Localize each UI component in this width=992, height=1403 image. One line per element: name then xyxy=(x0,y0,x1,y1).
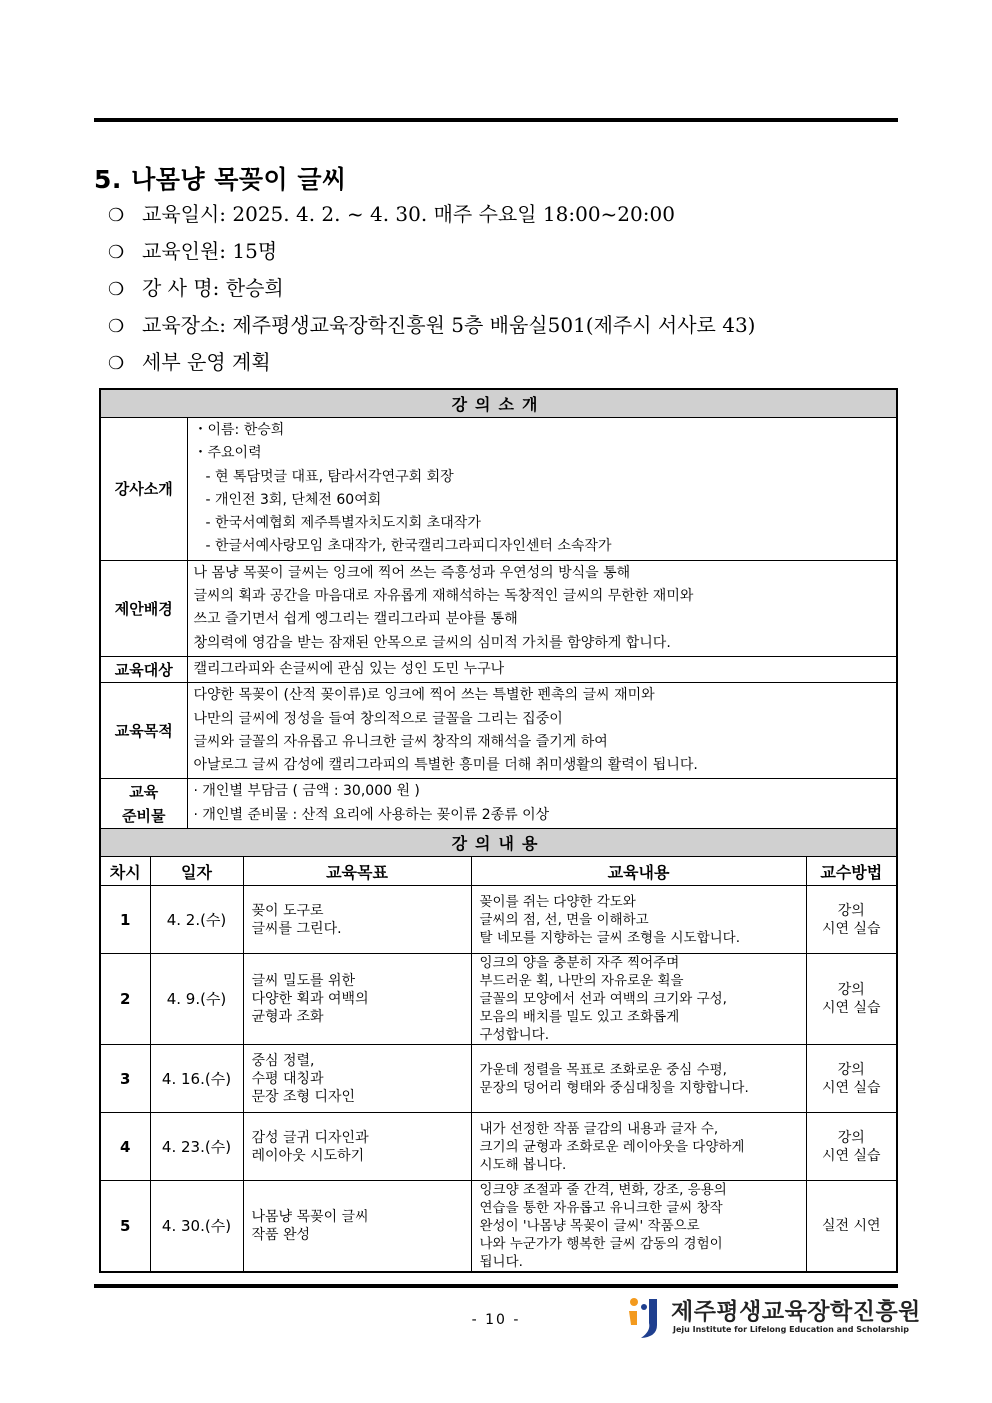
info-item xyxy=(108,346,755,383)
info-item xyxy=(108,235,755,272)
circle-bullet-icon: ❍ xyxy=(108,205,125,226)
content-line: 글씨의 점, 선, 면을 이해하고 xyxy=(479,911,649,928)
session-method xyxy=(806,954,897,1045)
background-text xyxy=(187,560,897,656)
method-line: 시연 실습 xyxy=(821,920,881,937)
background-line: 창의력에 영감을 받는 잠재된 안목으로 글씨의 심미적 가치를 함양하게 합니다. xyxy=(193,634,671,651)
goal-line: 글씨를 그린다. xyxy=(251,920,342,937)
institute-logo xyxy=(627,1293,921,1339)
content-line: 잉크양 조절과 줄 간격, 변화, 강조, 응용의 xyxy=(479,1182,727,1199)
session-number: 2 xyxy=(100,954,150,1045)
session-content xyxy=(471,1113,806,1181)
method-line: 강의 xyxy=(837,1061,865,1078)
background-label: 제안배경 xyxy=(100,560,187,656)
goal-line: 다양한 획과 여백의 xyxy=(251,991,369,1008)
session-number: 1 xyxy=(100,886,150,954)
content-line: 모음의 배치를 밀도 있고 조화롭게 xyxy=(479,1009,680,1026)
session-number: 3 xyxy=(100,1045,150,1113)
purpose-label: 교육목적 xyxy=(100,683,187,779)
instructor-line: - 개인전 3회, 단체전 60여회 xyxy=(205,491,382,508)
materials-label-line: 준비물 xyxy=(122,806,166,825)
session-goal xyxy=(243,954,471,1045)
schedule-header-row xyxy=(100,857,897,886)
goal-line: 감성 글귀 디자인과 xyxy=(251,1129,369,1146)
target-text: 캘리그라피와 손글씨에 관심 있는 성인 도민 누구나 xyxy=(187,656,897,682)
session-method xyxy=(806,886,897,954)
method-line: 시연 실습 xyxy=(821,1147,881,1164)
session-method xyxy=(806,1181,897,1273)
instructor-line: - 한글서예사랑모임 초대작가, 한국캘리그라피디자인센터 소속작가 xyxy=(205,538,612,555)
session-date: 4. 9.(수) xyxy=(150,954,243,1045)
goal-line: 나몸냥 목꽂이 글씨 xyxy=(251,1209,369,1226)
intro-header: 강의소개 xyxy=(100,389,897,418)
materials-line: · 개인별 부담금 ( 금액 : 30,000 원 ) xyxy=(193,783,420,800)
goal-line: 글씨 밀도를 위한 xyxy=(251,973,356,990)
goal-line: 균형과 조화 xyxy=(251,1009,324,1026)
session-goal xyxy=(243,886,471,954)
background-line: 나 몸냥 목꽂이 글씨는 잉크에 찍어 쓰는 즉흥성과 우연성의 방식을 통해 xyxy=(193,564,631,581)
session-content xyxy=(471,954,806,1045)
goal-line: 꽂이 도구로 xyxy=(251,902,324,919)
table-row xyxy=(100,954,897,1045)
col-method: 교수방법 xyxy=(806,857,897,886)
content-line: 잉크의 양을 충분히 자주 찍어주며 xyxy=(479,955,680,972)
info-text: 교육인원: 15명 xyxy=(142,239,278,263)
materials-text xyxy=(187,779,897,829)
info-text: 세부 운영 계획 xyxy=(142,350,271,374)
page-number: - 10 - xyxy=(471,1312,521,1328)
content-line: 연습을 통한 자유롭고 유니크한 글씨 창작 xyxy=(479,1200,723,1217)
content-line: 문장의 덩어리 형태와 중심대칭을 지향합니다. xyxy=(479,1079,749,1096)
section-title: 5. 나몸냥 목꽂이 글씨 xyxy=(94,165,347,194)
session-date: 4. 16.(수) xyxy=(150,1045,243,1113)
content-line: 부드러운 획, 나만의 자유로운 획을 xyxy=(479,973,684,990)
session-number: 5 xyxy=(100,1181,150,1273)
session-method xyxy=(806,1113,897,1181)
content-header: 강의내용 xyxy=(100,829,897,857)
instructor-line: - 한국서예협회 제주특별자치도지회 초대작가 xyxy=(205,515,481,532)
circle-bullet-icon: ❍ xyxy=(108,279,125,300)
content-line: 시도해 봅니다. xyxy=(479,1156,567,1173)
col-content: 교육내용 xyxy=(471,857,806,886)
session-content xyxy=(471,1181,806,1273)
session-method xyxy=(806,1045,897,1113)
content-line: 나와 누군가가 행복한 글씨 감동의 경험이 xyxy=(479,1236,723,1253)
method-line: 시연 실습 xyxy=(821,1079,881,1096)
table-row xyxy=(100,1045,897,1113)
method-line: 강의 xyxy=(837,1129,865,1146)
session-date: 4. 30.(수) xyxy=(150,1181,243,1273)
materials-line: · 개인별 준비물 : 산적 요리에 사용하는 꽂이류 2종류 이상 xyxy=(193,806,550,823)
top-rule xyxy=(94,118,898,122)
content-line: 완성이 '나몸냥 목꽂이 글씨' 작품으로 xyxy=(479,1218,700,1235)
bottom-rule xyxy=(94,1284,898,1288)
circle-bullet-icon: ❍ xyxy=(108,242,125,263)
institute-name: 제주평생교육장학진흥원 xyxy=(671,1299,921,1325)
instructor-label: 강사소개 xyxy=(100,418,187,561)
session-goal xyxy=(243,1045,471,1113)
circle-bullet-icon: ❍ xyxy=(108,353,125,374)
target-label: 교육대상 xyxy=(100,656,187,682)
session-content xyxy=(471,1045,806,1113)
instructor-line: ・주요이력 xyxy=(193,445,262,462)
purpose-line: 아날로그 글씨 감성에 캘리그라피의 특별한 흥미를 더해 취미생활의 활력이 됩니다. xyxy=(193,757,698,774)
content-line: 내가 선정한 작품 글감의 내용과 글자 수, xyxy=(479,1120,719,1137)
background-line: 글씨의 획과 공간을 마음대로 자유롭게 재해석하는 독창적인 글씨의 무한한 재미와 xyxy=(193,588,694,605)
table-row xyxy=(100,886,897,954)
goal-line: 문장 조형 디자인 xyxy=(251,1088,356,1105)
goal-line: 중심 정렬, xyxy=(251,1052,315,1069)
session-content xyxy=(471,886,806,954)
content-line: 구성합니다. xyxy=(479,1027,549,1044)
purpose-line: 다양한 목꽂이 (산적 꽂이류)로 잉크에 찍어 쓰는 특별한 펜촉의 글씨 재미와 xyxy=(193,687,655,704)
instructor-line: ・이름: 한승희 xyxy=(193,422,285,438)
content-line: 가운데 정렬을 목표로 조화로운 중심 수평, xyxy=(479,1061,727,1078)
circle-bullet-icon: ❍ xyxy=(108,316,125,337)
content-line: 됩니다. xyxy=(479,1254,523,1271)
goal-line: 작품 완성 xyxy=(251,1227,311,1244)
col-session: 차시 xyxy=(100,857,150,886)
instructor-line: - 현 톡담멋글 대표, 탐라서각연구회 회장 xyxy=(205,468,454,485)
info-text: 교육일시: 2025. 4. 2. ~ 4. 30. 매주 수요일 18:00~20:00 xyxy=(142,202,675,226)
goal-line: 수평 대칭과 xyxy=(251,1070,324,1087)
info-text: 교육장소: 제주평생교육장학진흥원 5층 배움실501(제주시 서사로 43) xyxy=(142,313,756,337)
method-line: 강의 xyxy=(837,902,865,919)
table-row xyxy=(100,1113,897,1181)
method-line: 강의 xyxy=(837,982,865,999)
session-goal xyxy=(243,1181,471,1273)
info-item xyxy=(108,272,755,309)
content-line: 탈 네모를 지향하는 글씨 조형을 시도합니다. xyxy=(479,929,740,946)
purpose-line: 글씨와 글꼴의 자유롭고 유니크한 글씨 창작의 재해석을 즐기게 하여 xyxy=(193,733,608,750)
plan-table xyxy=(99,388,898,1273)
goal-line: 레이아웃 시도하기 xyxy=(251,1147,365,1164)
institute-subtitle: Jeju Institute for Lifelong Education and Scholarship xyxy=(673,1325,909,1334)
session-goal xyxy=(243,1113,471,1181)
col-date: 일자 xyxy=(150,857,243,886)
session-date: 4. 2.(수) xyxy=(150,886,243,954)
content-line: 크기의 균형과 조화로운 레이아웃을 다양하게 xyxy=(479,1138,745,1155)
background-line: 쓰고 즐기면서 쉽게 엥그리는 캘리그라피 분야를 통해 xyxy=(193,611,518,628)
instructor-details xyxy=(187,418,897,561)
purpose-line: 나만의 글씨에 정성을 들여 창의적으로 글꼴을 그리는 집중이 xyxy=(193,710,563,727)
table-row xyxy=(100,1181,897,1273)
info-list xyxy=(108,198,755,383)
institute-logo-mark-icon xyxy=(627,1295,663,1339)
col-goal: 교육목표 xyxy=(243,857,471,886)
content-line: 꽂이를 쥐는 다양한 각도와 xyxy=(479,893,636,910)
info-item xyxy=(108,198,755,235)
materials-label-line: 교육 xyxy=(129,782,159,801)
session-date: 4. 23.(수) xyxy=(150,1113,243,1181)
info-item xyxy=(108,309,755,346)
info-text: 강 사 명: 한승희 xyxy=(142,276,284,300)
session-number: 4 xyxy=(100,1113,150,1181)
content-line: 글꼴의 모양에서 선과 여백의 크기와 구성, xyxy=(479,991,727,1008)
method-line: 실전 시연 xyxy=(821,1218,881,1235)
purpose-text xyxy=(187,683,897,779)
method-line: 시연 실습 xyxy=(821,1000,881,1017)
materials-label xyxy=(100,779,187,829)
